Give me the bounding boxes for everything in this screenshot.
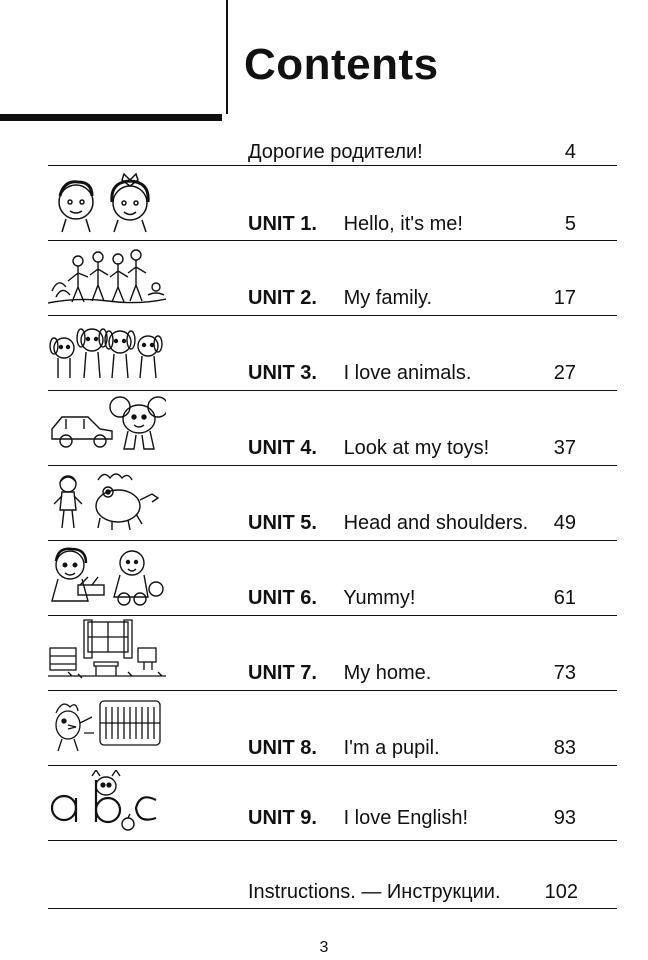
unit-label: UNIT 6.	[248, 587, 317, 609]
toc-entry-unit-5[interactable]	[248, 512, 576, 535]
toc-entry-instructions[interactable]	[248, 881, 576, 904]
toc-row-intro	[48, 0, 617, 166]
puppies-icon	[48, 322, 166, 384]
unit-label: UNIT 8.	[248, 737, 317, 759]
toc-entry-unit-3[interactable]	[248, 362, 576, 385]
toc-entry-unit-7[interactable]	[248, 662, 576, 685]
page-number: 17	[553, 287, 576, 309]
kids-eating-icon	[48, 545, 166, 607]
unit-title: Head and shoulders.	[343, 512, 529, 534]
family-group-icon	[48, 247, 166, 309]
toc-row-unit-3	[48, 316, 617, 391]
unit-label: UNIT 3.	[248, 362, 317, 384]
toc-entry-unit-6[interactable]	[248, 587, 576, 610]
room-interior-icon	[48, 618, 166, 680]
unit-title: Yummy!	[343, 587, 416, 609]
page-number: 93	[553, 807, 576, 829]
toc-entry-unit-1[interactable]	[248, 213, 576, 236]
toc-entry-unit-4[interactable]	[248, 437, 576, 460]
unit-title: Look at my toys!	[343, 437, 490, 459]
toc-entry-unit-9[interactable]	[248, 807, 576, 830]
toc-entry-unit-8[interactable]	[248, 737, 576, 760]
unit-title: Hello, it's me!	[343, 213, 463, 235]
unit-title: I love English!	[343, 807, 469, 829]
page-number: 83	[553, 737, 576, 759]
two-children-faces-icon	[48, 172, 166, 234]
unit-label: UNIT 2.	[248, 287, 317, 309]
page-number: 73	[553, 662, 576, 684]
unit-label: UNIT 1.	[248, 213, 317, 235]
toc-row-instructions	[48, 836, 617, 909]
toc-row-unit-7	[48, 616, 617, 691]
unit-title: I'm a pupil.	[343, 737, 440, 759]
page-number: 27	[553, 362, 576, 384]
toys-car-bear-icon	[48, 395, 166, 457]
page-number: 37	[553, 437, 576, 459]
unit-title: My home.	[343, 662, 432, 684]
page-number: 4	[564, 141, 576, 163]
unit-label: UNIT 9.	[248, 807, 317, 829]
intro-text: Дорогие родители!	[248, 141, 423, 163]
toc-entry-intro[interactable]	[248, 141, 576, 164]
page-title: Contents	[244, 40, 439, 89]
toc-row-unit-9	[48, 766, 617, 841]
toc-row-unit-4	[48, 391, 617, 466]
unit-label: UNIT 4.	[248, 437, 317, 459]
girl-and-monster-icon	[48, 470, 166, 532]
page-number: 61	[553, 587, 576, 609]
toc-row-unit-8	[48, 691, 617, 766]
toc-row-unit-1	[48, 166, 617, 241]
unit-label: UNIT 5.	[248, 512, 317, 534]
pencil-case-icon	[48, 693, 166, 755]
page-number: 49	[553, 512, 576, 534]
unit-title: My family.	[343, 287, 433, 309]
instructions-text: Instructions. — Инструкции.	[248, 881, 501, 903]
unit-title: I love animals.	[343, 362, 472, 384]
page-footer-number: 3	[319, 939, 329, 956]
toc-row-unit-6	[48, 541, 617, 616]
toc-row-unit-5	[48, 466, 617, 541]
unit-label: UNIT 7.	[248, 662, 317, 684]
page-number: 5	[564, 213, 576, 235]
page-number: 102	[544, 881, 578, 903]
toc-row-unit-2	[48, 241, 617, 316]
toc-entry-unit-2[interactable]	[248, 287, 576, 310]
abc-letters-cat-icon	[48, 770, 166, 832]
